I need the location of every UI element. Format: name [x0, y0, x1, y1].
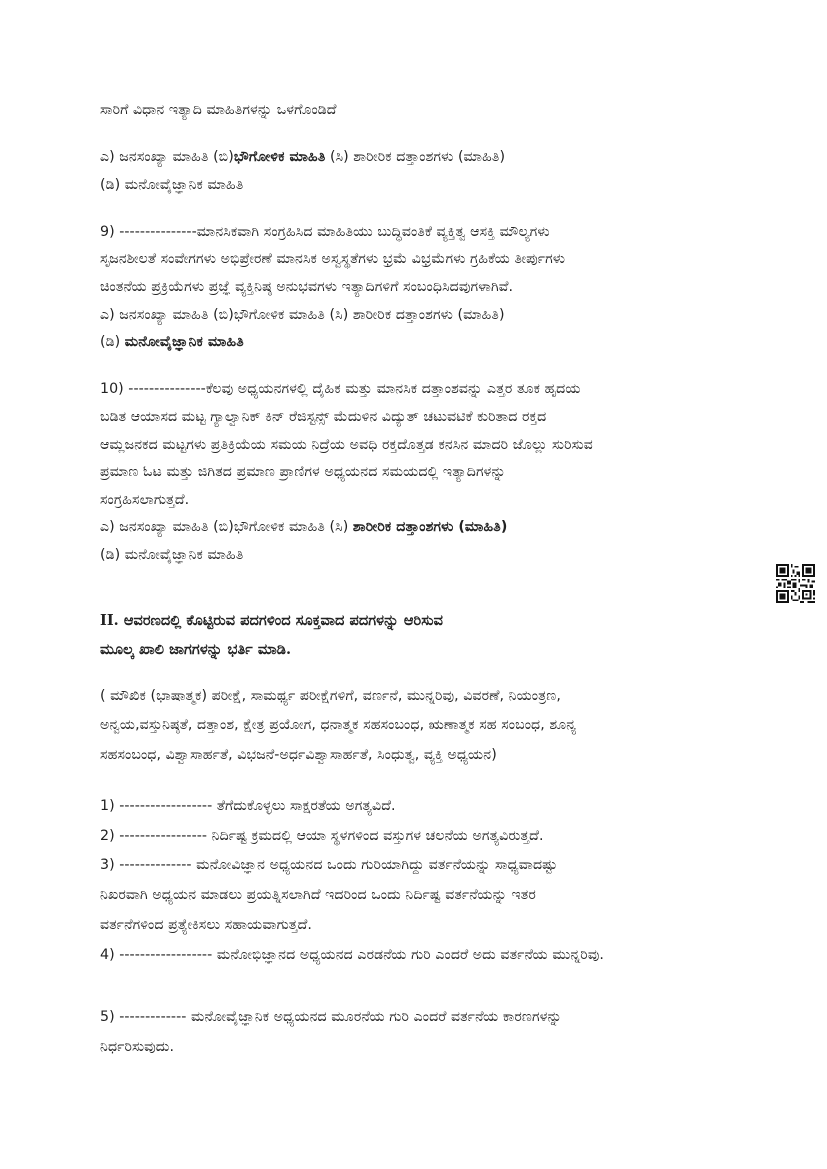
- blank-q5-line2: ನಿರ್ಧರಿಸುವುದು.: [100, 1039, 175, 1055]
- blank-q3-line1: 3) -------------- ಮನೋವಿಜ್ಞಾನ ಅಧ್ಯಯನದ ಒಂದು ಗುರಿಯಾಗಿದ್ದು ವರ್ತನೆಯನ್ನು ಸಾಧ್ಯವಾದಷ್ಟು: [100, 857, 558, 873]
- q9-option-d-prefix: (ಡಿ): [100, 334, 125, 350]
- q10-options-line2: (ಡಿ) ಮನೋವೈಜ್ಞಾನಿಕ ಮಾಹಿತಿ: [100, 547, 244, 563]
- blank-q4: 4) ------------------ ಮನೋಭಿಜ್ಞಾನದ ಅಧ್ಯಯನದ ಎರಡನೆಯ ಗುರಿ ಎಂದರೆ ಅದು ವರ್ತನೆಯ ಮುನ್ನರಿವು.: [100, 947, 604, 963]
- q10-line2: ಬಡಿತ ಆಯಾಸದ ಮಟ್ಟ ಗ್ಯಾಲ್ವಾನಿಕ್ ಕಿನ್ ರೆಜಿಸ್ಟನ್ಸ್ ಮೆದುಳಿನ ವಿದ್ಯುತ್ ಚಟುವಟಿಕೆ ಕುರಿತಾದ ರಕ್ತದ: [100, 409, 547, 425]
- blank-q3-line2: ನಿಖರವಾಗಿ ಅಧ್ಯಯನ ಮಾಡಲು ಪ್ರಯತ್ನಿಸಲಾಗಿದೆ ಇದರಿಂದ ಒಂದು ನಿರ್ದಿಷ್ಟ ವರ್ತನೆಯನ್ನು ಇತರ: [100, 887, 536, 903]
- q8-options-line1: [100, 147, 505, 167]
- q10-options-prefix: ಎ) ಜನಸಂಖ್ಯಾ ಮಾಹಿತಿ (ಬಿ)ಭೌಗೋಳಿಕ ಮಾಹಿತಿ (ಸಿ): [100, 519, 353, 535]
- q8-option-b-answer: ಭೌಗೋಳಿಕ ಮಾಹಿತಿ: [233, 149, 326, 165]
- blank-q1: 1) ------------------ ತೆಗೆದುಕೊಳ್ಳಲು ಸಾಕ್ಷರತೆಯ ಅಗತ್ಯವಿದೆ.: [100, 798, 396, 814]
- q10-line1: 10) ---------------ಕೆಲವು ಅಧ್ಯಯನಗಳಲ್ಲಿ ದೈಹಿಕ ಮತ್ತು ಮಾನಸಿಕ ದತ್ತಾಂಶವನ್ನು ಎತ್ತರ ತೂಕ ಹೃದಯ: [100, 381, 581, 397]
- blank-q2: 2) ----------------- ನಿರ್ದಿಷ್ಟ ಕ್ರಮದಲ್ಲಿ ಆಯಾ ಸ್ಥಳಗಳಿಂದ ವಸ್ತುಗಳ ಚಲನೆಯ ಅಗತ್ಯವಿರುತ್ತದೆ.: [100, 828, 544, 844]
- word-bank-line2: ಅನ್ವಯ,ವಸ್ತುನಿಷ್ಠತೆ, ದತ್ತಾಂಶ, ಕ್ಷೇತ್ರ ಪ್ರಯೋಗ, ಧನಾತ್ಮಕ ಸಹಸಂಬಂಧ, ಋಣಾತ್ಮಕ ಸಹ ಸಂಬಂಧ, ಶೂನ್ಯ: [100, 717, 577, 733]
- q8-option-a: ಎ) ಜನಸಂಖ್ಯಾ ಮಾಹಿತಿ (ಬಿ): [100, 149, 234, 165]
- q9-options-line2: [100, 332, 244, 352]
- q8-options-line2: (ಡಿ) ಮನೋವೈಜ್ಞಾನಿಕ ಮಾಹಿತಿ: [100, 177, 244, 193]
- q10-options-line1: [100, 517, 507, 537]
- section2-heading-line1: II. ಆವರಣದಲ್ಲಿ ಕೊಟ್ಟಿರುವ ಪದಗಳಿಂದ ಸೂಕ್ತವಾದ ಪದಗಳನ್ನು ಆರಿಸುವ: [100, 612, 443, 629]
- blank-q5-line1: 5) ------------- ಮನೋವೈಜ್ಞಾನಿಕ ಅಧ್ಯಯನದ ಮೂರನೆಯ ಗುರಿ ಎಂದರೆ ವರ್ತನೆಯ ಕಾರಣಗಳನ್ನು: [100, 1009, 562, 1025]
- section2-heading-line2: ಮೂಲ್ಕ ಖಾಲಿ ಜಾಗಗಳನ್ನು ಭರ್ತಿ ಮಾಡಿ.: [100, 641, 292, 658]
- q10-line4: ಪ್ರಮಾಣ ಓಟ ಮತ್ತು ಜಿಗಿತದ ಪ್ರಮಾಣ ಪ್ರಾಣಿಗಳ ಅಧ್ಯಯನದ ಸಮಯದಲ್ಲಿ ಇತ್ಯಾದಿಗಳನ್ನು: [100, 464, 506, 480]
- q10-line3: ಆಮ್ಲಜನಕದ ಮಟ್ಟಗಳು ಪ್ರತಿಕ್ರಿಯೆಯ ಸಮಯ ನಿದ್ರೆಯ ಅವಧಿ ರಕ್ತದೊತ್ತಡ ಕನಸಿನ ಮಾದರಿ ಜೊಲ್ಲು ಸುರಿಸುವ: [100, 437, 593, 453]
- blank-q3-line3: ವರ್ತನೆಗಳಿಂದ ಪ್ರತ್ಯೇಕಿಸಲು ಸಹಾಯವಾಗುತ್ತದೆ.: [100, 917, 312, 933]
- q9-line1: 9) ---------------ಮಾನಸಿಕವಾಗಿ ಸಂಗ್ರಹಿಸಿದ ಮಾಹಿತಿಯು ಬುದ್ಧಿವಂತಿಕೆ ವ್ಯಕ್ತಿತ್ವ ಆಸಕ್ತಿ ಮೌಲ್ಯಗಳು: [100, 224, 550, 240]
- q9-line2: ಸೃಜನಶೀಲತೆ ಸಂವೇಗಗಳು ಅಭಿಪ್ರೇರಣೆ ಮಾನಸಿಕ ಅಸ್ವಸ್ಥತೆಗಳು ಭ್ರಮೆ ವಿಭ್ರಮೆಗಳು ಗ್ರಹಿಕೆಯ ತೀರ್ಪುಗಳು: [100, 251, 566, 267]
- intro-line: ಸಾರಿಗೆ ವಿಧಾನ ಇತ್ಯಾದಿ ಮಾಹಿತಿಗಳನ್ನು ಒಳಗೊಂಡಿದೆ: [100, 102, 337, 118]
- q10-line5: ಸಂಗ್ರಹಿಸಲಾಗುತ್ತದೆ.: [100, 492, 190, 508]
- q10-option-c-answer: ಶಾರೀರಿಕ ದತ್ತಾಂಶಗಳು (ಮಾಹಿತಿ): [352, 519, 508, 535]
- q8-option-c: (ಸಿ) ಶಾರೀರಿಕ ದತ್ತಾಂಶಗಳು (ಮಾಹಿತಿ): [325, 149, 506, 165]
- qr-code-icon: [776, 564, 815, 603]
- word-bank-line1: ( ಮೌಖಿಕ (ಭಾಷಾತ್ಮಕ) ಪರೀಕ್ಷೆ, ಸಾಮರ್ಥ್ಯ ಪರೀಕ್ಷೆಗಳಿಗೆ, ವರ್ಣನೆ, ಮುನ್ನರಿವು, ವಿವರಣೆ, ನಿಯಂತ್ರಣ,: [100, 688, 561, 704]
- q9-line3: ಚಿಂತನೆಯ ಪ್ರಕ್ರಿಯೆಗಳು ಪ್ರಜ್ಞೆ ವ್ಯಕ್ತಿನಿಷ್ಠ ಅನುಭವಗಳು ಇತ್ಯಾದಿಗಳಿಗೆ ಸಂಬಂಧಿಸಿದವುಗಳಾಗಿವೆ.: [100, 279, 514, 295]
- q9-option-d-answer: ಮನೋವೈಜ್ಞಾನಿಕ ಮಾಹಿತಿ: [124, 334, 244, 350]
- word-bank-line3: ಸಹಸಂಬಂಧ, ವಿಶ್ವಾಸಾರ್ಹತೆ, ವಿಭಜನೆ-ಅರ್ಧವಿಶ್ವಾಸಾರ್ಹತೆ, ಸಿಂಧುತ್ವ, ವ್ಯಕ್ತಿ ಅಧ್ಯಯನ): [100, 747, 497, 763]
- q9-options-line1: ಎ) ಜನಸಂಖ್ಯಾ ಮಾಹಿತಿ (ಬಿ)ಭೌಗೋಳಿಕ ಮಾಹಿತಿ (ಸಿ) ಶಾರೀರಿಕ ದತ್ತಾಂಶಗಳು (ಮಾಹಿತಿ): [100, 307, 505, 323]
